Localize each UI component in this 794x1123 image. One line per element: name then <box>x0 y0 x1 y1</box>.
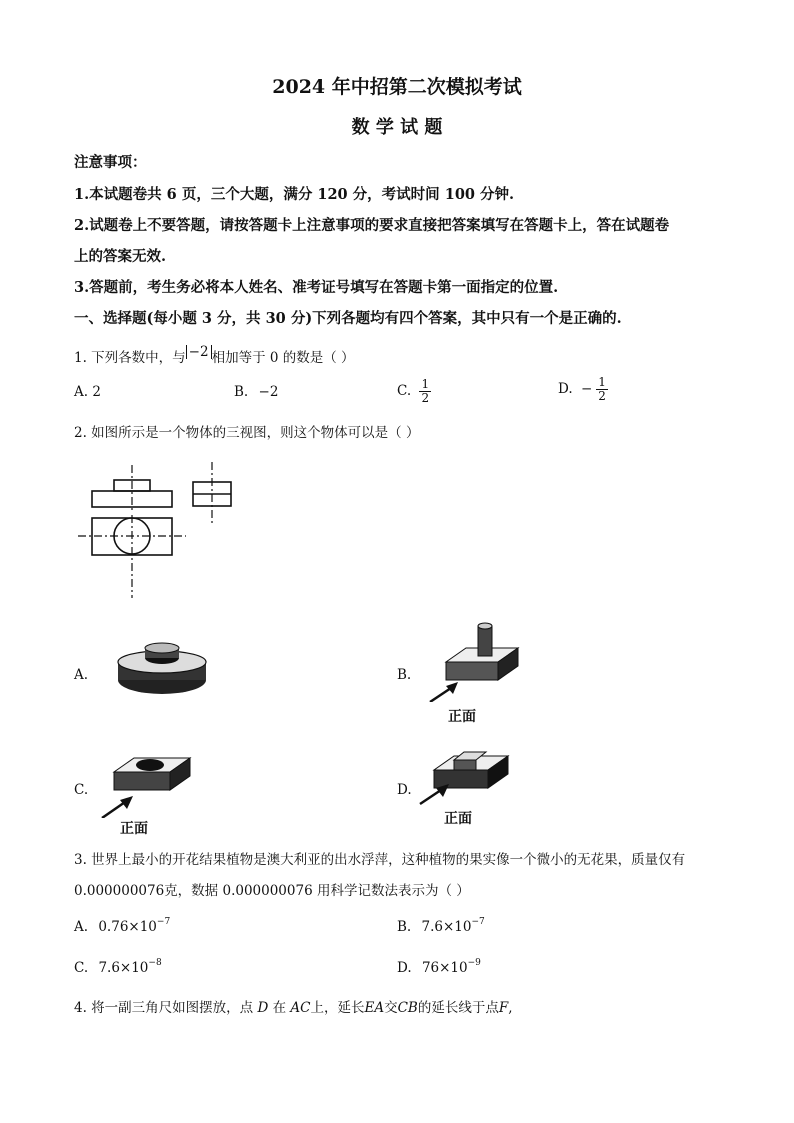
q4-segment-cb: CB <box>397 1000 418 1016</box>
q1-option-d-sign: − <box>580 381 593 397</box>
q1-option-d <box>558 376 608 403</box>
q1-c-numerator: 1 <box>421 377 430 391</box>
exam-title: 2024 年中招第二次模拟考试 <box>272 76 522 98</box>
q2-option-a-label: A. <box>74 667 89 683</box>
q1-c-denominator: 2 <box>421 391 430 405</box>
q3-c-base: 7.6×10 <box>98 960 149 976</box>
q1-option-c-label: C. <box>397 383 412 399</box>
q1-abs-value <box>186 345 212 359</box>
arrow-head <box>120 796 133 809</box>
q3-option-b <box>397 917 485 935</box>
q3-d-exp: −9 <box>467 958 481 968</box>
q4-part1: 4. 将一副三角尺如图摆放，点 <box>74 1000 254 1016</box>
q4-part6: , <box>508 1000 513 1016</box>
q4-point-d: D <box>257 1000 269 1016</box>
q2-option-b-label: B. <box>397 667 412 683</box>
q4-point-f: F <box>498 1000 509 1016</box>
q4-segment-ea: EA <box>364 1000 385 1016</box>
q1-option-a: A. 2 <box>74 384 101 400</box>
q3-option-a <box>74 917 170 935</box>
section-1-heading: 一、选择题(每小题 3 分，共 30 分)下列各题均有四个答案，其中只有一个是正确的. <box>74 310 622 327</box>
notes-item-2-line1: 2.试题卷上不要答题，请按答题卡上注意事项的要求直接把答案填写在答题卡上，答在试题卷 <box>74 217 670 234</box>
q3-a-exp: −7 <box>156 917 171 927</box>
q1-option-c <box>397 378 431 405</box>
question-2: 2. 如图所示是一个物体的三视图，则这个物体可以是（ ） <box>74 425 420 441</box>
boss-top <box>145 643 179 653</box>
q1-d-denominator: 2 <box>598 389 606 403</box>
q1-option-c-fraction <box>419 378 431 405</box>
block-front <box>434 770 488 788</box>
q2-option-b-figure <box>420 618 530 702</box>
q3-option-d <box>397 958 481 976</box>
q3-a-label: A. <box>74 919 89 935</box>
notes-item-1: 1.本试题卷共 6 页，三个大题，满分 120 分，考试时间 100 分钟. <box>74 186 515 203</box>
q1-option-d-fraction <box>596 376 608 403</box>
q2-option-c-label: C. <box>74 782 89 798</box>
q3-c-exp: −8 <box>148 958 162 968</box>
q3-c-label: C. <box>74 960 89 976</box>
q4-part5: 的延长线于点 <box>417 1000 499 1016</box>
arrow-head <box>446 682 458 694</box>
q1-option-b-value: −2 <box>258 384 279 400</box>
q3-d-base: 76×10 <box>421 960 468 976</box>
q2-option-a-figure <box>112 640 212 702</box>
q4-part2: 在 <box>272 1000 287 1016</box>
q3-b-base: 7.6×10 <box>421 919 472 935</box>
q3-option-c <box>74 958 162 976</box>
q3-d-label: D. <box>397 960 412 976</box>
q1-option-b <box>234 384 278 400</box>
q3-b-label: B. <box>397 919 412 935</box>
q1-suffix: 相加等于 0 的数是（ ） <box>211 350 355 366</box>
notes-item-2-line2: 上的答案无效. <box>74 248 167 265</box>
q3-b-exp: −7 <box>471 917 485 927</box>
q1-option-d-label: D. <box>558 381 573 397</box>
notes-heading: 注意事项： <box>74 154 147 171</box>
q1-option-b-label: B. <box>234 384 249 400</box>
q2-option-d-label: D. <box>397 782 412 798</box>
exam-subtitle: 数 学 试 题 <box>351 117 443 138</box>
question-1 <box>74 346 355 366</box>
step-front <box>454 760 476 770</box>
q1-prefix: 1. 下列各数中，与 <box>74 350 186 366</box>
q1-d-numerator: 1 <box>598 375 606 389</box>
q2-d-front-label: 正面 <box>444 811 472 827</box>
three-view-drawing <box>74 460 244 600</box>
q2-option-d-figure <box>418 742 518 806</box>
q2-option-c-figure <box>98 752 218 818</box>
q3-a-base: 0.76×10 <box>98 919 157 935</box>
notes-item-3: 3.答题前，考生务必将本人姓名、准考证号填写在答题卡第一面指定的位置. <box>74 279 559 296</box>
question-3-line1: 3. 世界上最小的开花结果植物是澳大利亚的出水浮萍，这种植物的果实像一个微小的无花果，质量仅有 <box>74 852 686 868</box>
pillar <box>478 626 492 656</box>
q4-part4: 交 <box>384 1000 398 1016</box>
block-front <box>446 662 498 680</box>
block-front <box>114 772 170 790</box>
q1-abs-inner: −2 <box>188 344 209 360</box>
q2-b-front-label: 正面 <box>448 709 476 725</box>
question-4 <box>74 996 513 1016</box>
cylinder <box>136 759 164 771</box>
pillar-top <box>478 623 492 629</box>
q4-part3: 上，延长 <box>310 1000 365 1016</box>
q2-c-front-label: 正面 <box>120 821 148 837</box>
q4-segment-ac: AC <box>290 1000 311 1016</box>
question-3-line2: 0.000000076克，数据 0.000000076 用科学记数法表示为（ ） <box>74 883 470 899</box>
